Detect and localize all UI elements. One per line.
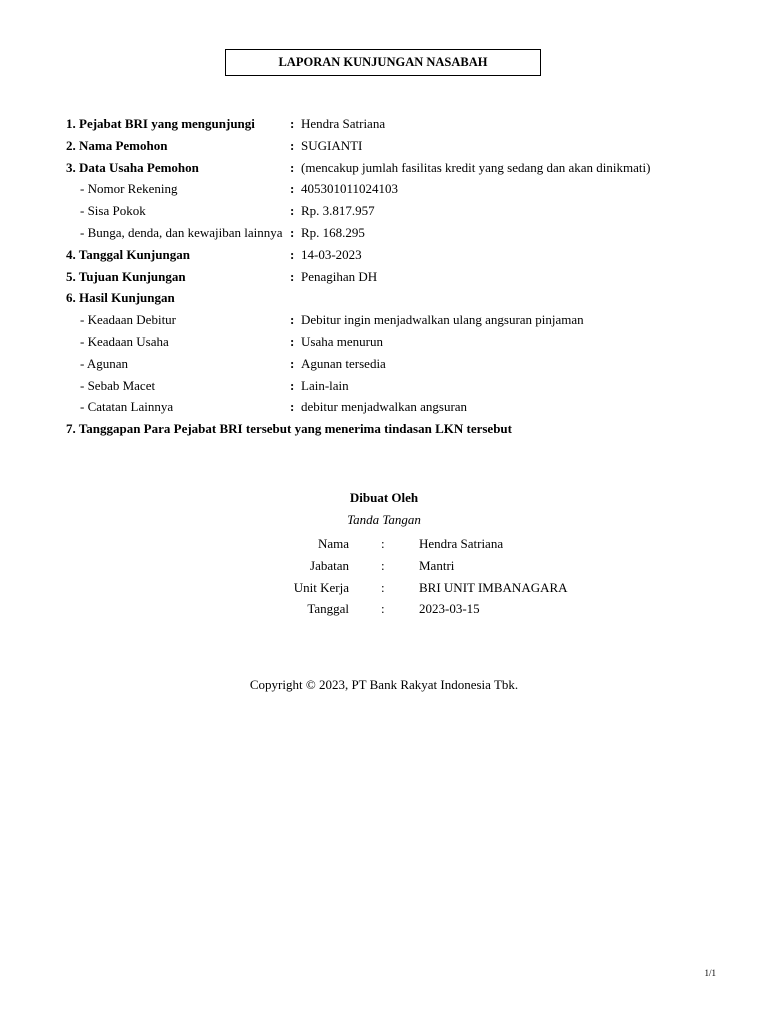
field-label: - Sebab Macet	[80, 377, 156, 393]
field-value: Agunan tersedia	[301, 355, 386, 371]
field-label: - Nomor Rekening	[80, 181, 178, 197]
field-row-pejabat	[66, 113, 706, 135]
field-row-sebab-macet	[66, 375, 706, 397]
field-row-tanggapan	[66, 418, 706, 440]
field-label: 2. Nama Pemohon	[66, 137, 168, 153]
field-label: - Catatan Lainnya	[80, 399, 174, 415]
signature-label: Tanggal	[307, 601, 349, 617]
signature-value: Hendra Satriana	[419, 536, 504, 551]
signature-heading: Dibuat Oleh	[349, 490, 419, 505]
field-label: 1. Pejabat BRI yang mengunjungi	[66, 116, 255, 131]
field-colon: :	[290, 159, 295, 175]
field-label: 6. Hasil Kunjungan	[66, 290, 175, 306]
field-row-sisa-pokok	[66, 200, 706, 222]
report-title: LAPORAN KUNJUNGAN NASABAH	[225, 49, 541, 76]
signature-block	[0, 533, 768, 620]
field-label: - Bunga, denda, dan kewajiban lainnya	[80, 224, 283, 240]
field-colon: :	[290, 203, 295, 219]
field-value: Hendra Satriana	[301, 116, 386, 131]
field-colon: :	[290, 377, 295, 393]
field-label: - Sisa Pokok	[80, 203, 146, 219]
field-row-nomor-rekening	[66, 178, 706, 200]
signature-label: Nama	[317, 536, 349, 551]
signature-value: 2023-03-15	[419, 601, 480, 617]
signature-value: BRI UNIT IMBANAGARA	[419, 579, 568, 595]
field-label: 4. Tanggal Kunjungan	[66, 246, 190, 262]
signature-colon: :	[381, 536, 385, 551]
field-value: debitur menjadwalkan angsuran	[301, 399, 468, 415]
field-colon: :	[290, 312, 295, 328]
field-colon: :	[290, 137, 295, 153]
field-label: - Keadaan Debitur	[80, 312, 177, 328]
field-row-keadaan-usaha	[66, 331, 706, 353]
field-value: 14-03-2023	[301, 246, 362, 262]
field-row-nama-pemohon	[66, 135, 706, 157]
signature-row-unit-kerja	[0, 577, 768, 599]
signature-colon: :	[381, 579, 385, 595]
field-label: 5. Tujuan Kunjungan	[66, 268, 186, 284]
field-row-tanggal-kunjungan	[66, 244, 706, 266]
field-colon: :	[290, 268, 295, 284]
signature-value: Mantri	[419, 557, 455, 573]
signature-row-nama	[0, 533, 768, 555]
field-colon: :	[290, 181, 295, 197]
field-row-tujuan-kunjungan	[66, 266, 706, 288]
field-row-hasil-kunjungan	[66, 287, 706, 309]
field-value: Rp. 3.817.957	[301, 203, 375, 219]
report-fields	[66, 113, 706, 440]
signature-row-tanggal	[0, 598, 768, 620]
field-colon: :	[290, 246, 295, 262]
field-row-bunga-denda	[66, 222, 706, 244]
field-value: Penagihan DH	[301, 268, 378, 284]
signature-row-jabatan	[0, 555, 768, 577]
field-value: SUGIANTI	[301, 137, 363, 153]
signature-label: Unit Kerja	[293, 579, 349, 595]
field-row-agunan	[66, 353, 706, 375]
field-value: Usaha menurun	[301, 333, 383, 349]
field-label: 3. Data Usaha Pemohon	[66, 159, 199, 175]
signature-subheading: Tanda Tangan	[347, 512, 421, 527]
field-row-data-usaha	[66, 157, 706, 179]
field-colon: :	[290, 355, 295, 371]
field-row-keadaan-debitur	[66, 309, 706, 331]
field-value: 405301011024103	[301, 181, 399, 197]
signature-colon: :	[381, 557, 385, 573]
field-colon: :	[290, 399, 295, 415]
field-colon: :	[290, 333, 295, 349]
field-colon: :	[290, 224, 295, 240]
field-value: Debitur ingin menjadwalkan ulang angsuran pinjaman	[301, 312, 584, 328]
signature-colon: :	[381, 601, 385, 617]
field-value: Lain-lain	[301, 377, 349, 393]
field-value: Rp. 168.295	[301, 224, 365, 240]
field-value: (mencakup jumlah fasilitas kredit yang sedang dan akan dinikmati)	[301, 159, 651, 175]
field-label: 7. Tanggapan Para Pejabat BRI tersebut yang menerima tindasan LKN tersebut	[66, 421, 512, 437]
field-label: - Keadaan Usaha	[80, 333, 169, 349]
field-colon: :	[290, 116, 295, 131]
page-number: 1/1	[704, 968, 716, 978]
copyright-notice: Copyright © 2023, PT Bank Rakyat Indonesia Tbk.	[249, 677, 519, 692]
field-label: - Agunan	[80, 355, 129, 371]
field-row-catatan-lainnya	[66, 396, 706, 418]
signature-label: Jabatan	[310, 557, 349, 573]
